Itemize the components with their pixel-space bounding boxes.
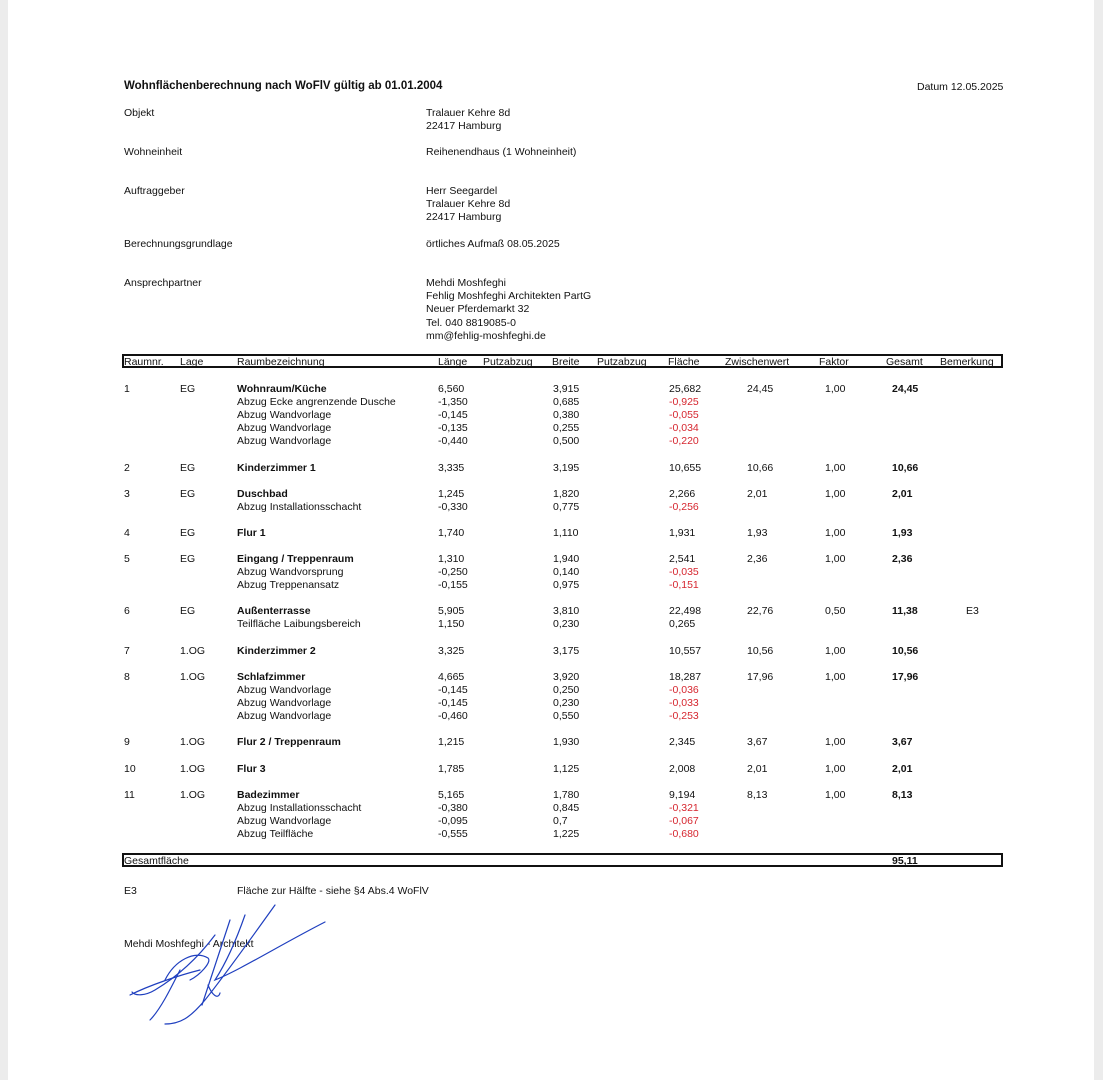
wohneinheit-value (426, 146, 576, 159)
table-row (0, 671, 1103, 684)
room-length: -0,250 (438, 566, 468, 578)
room-number: 7 (124, 645, 130, 657)
room-length: 1,310 (438, 553, 465, 565)
auftraggeber-line: Herr Seegardel (426, 185, 498, 197)
col-header-putzabzug-2: Putzabzug (597, 356, 647, 368)
room-number: 1 (124, 383, 130, 395)
room-length: -0,460 (438, 710, 468, 722)
grundlage-value (426, 238, 560, 251)
room-area: 1,931 (669, 527, 696, 539)
room-area: -0,256 (669, 501, 699, 513)
room-factor: 1,00 (825, 789, 846, 801)
room-length: -0,135 (438, 422, 468, 434)
room-number: 8 (124, 671, 130, 683)
room-floor: EG (180, 488, 196, 500)
footnote-text: Fläche zur Hälfte - siehe §4 Abs.4 WoFlV (237, 885, 429, 897)
objekt-line: Tralauer Kehre 8d (426, 107, 511, 119)
table-subrow (0, 566, 1103, 579)
room-length: 1,785 (438, 763, 465, 775)
room-factor: 1,00 (825, 553, 846, 565)
room-width: 0,140 (553, 566, 580, 578)
auftraggeber-line: Tralauer Kehre 8d (426, 198, 511, 211)
col-header-laenge: Länge (438, 356, 468, 368)
room-name: Abzug Ecke angrenzende Dusche (237, 396, 396, 408)
room-total: 2,01 (892, 763, 913, 775)
room-length: -0,145 (438, 409, 468, 421)
table-row (0, 789, 1103, 802)
room-area: -0,067 (669, 815, 699, 827)
table-row (0, 527, 1103, 540)
room-width: 0,380 (553, 409, 580, 421)
table-row (0, 553, 1103, 566)
ansprech-line: Tel. 040 8819085-0 (426, 316, 516, 329)
ansprech-email: mm@fehlig-moshfeghi.de (426, 329, 546, 342)
room-number: 11 (124, 789, 135, 801)
room-width: 0,230 (553, 618, 580, 630)
auftraggeber-label: Auftraggeber (124, 185, 185, 197)
room-name: Abzug Wandvorsprung (237, 566, 344, 578)
footnote-key: E3 (124, 885, 137, 897)
room-name: Abzug Wandvorlage (237, 710, 332, 722)
wohneinheit-line: Reihenendhaus (1 Wohneinheit) (426, 146, 577, 158)
room-total: 17,96 (892, 671, 919, 683)
room-name: Eingang / Treppenraum (237, 553, 354, 565)
room-area: -0,925 (669, 396, 699, 408)
room-area: -0,680 (669, 828, 699, 840)
room-floor: EG (180, 383, 196, 395)
room-length: 5,165 (438, 789, 465, 801)
room-number: 6 (124, 605, 130, 617)
room-subtotal: 2,01 (747, 763, 768, 775)
room-area: 2,541 (669, 553, 696, 565)
room-subtotal: 22,76 (747, 605, 774, 617)
ansprech-line: Neuer Pferdemarkt 32 (426, 303, 530, 316)
col-header-gesamt: Gesamt (886, 356, 923, 368)
table-subrow (0, 815, 1103, 828)
room-length: 3,325 (438, 645, 465, 657)
room-area: 10,655 (669, 462, 702, 474)
table-subrow (0, 579, 1103, 592)
room-factor: 1,00 (825, 645, 846, 657)
room-length: 6,560 (438, 383, 465, 395)
room-name: Abzug Wandvorlage (237, 815, 332, 827)
room-floor: 1.OG (180, 789, 206, 801)
grundlage-line: örtliches Aufmaß 08.05.2025 (426, 238, 560, 250)
room-name: Abzug Treppenansatz (237, 579, 340, 591)
room-factor: 0,50 (825, 605, 846, 617)
ansprechpartner-value (426, 277, 591, 343)
room-width: 0,255 (553, 422, 580, 434)
grundlage-label: Berechnungsgrundlage (124, 238, 233, 250)
room-length: 4,665 (438, 671, 465, 683)
room-width: 0,7 (553, 815, 568, 827)
table-subrow (0, 618, 1103, 631)
room-floor: EG (180, 462, 196, 474)
room-floor: EG (180, 605, 196, 617)
room-name: Abzug Wandvorlage (237, 684, 332, 696)
room-width: 1,225 (553, 828, 580, 840)
table-row (0, 383, 1103, 396)
room-name: Abzug Installationsschacht (237, 501, 362, 513)
room-width: 1,110 (553, 527, 579, 539)
col-header-raumnr: Raumnr. (124, 356, 164, 368)
table-subrow (0, 697, 1103, 710)
room-floor: EG (180, 553, 196, 565)
room-width: 0,550 (553, 710, 580, 722)
room-length: -1,350 (438, 396, 468, 408)
room-area: -0,035 (669, 566, 699, 578)
room-total: 24,45 (892, 383, 919, 395)
room-width: 0,975 (553, 579, 580, 591)
col-header-flaeche: Fläche (668, 356, 700, 368)
room-subtotal: 24,45 (747, 383, 774, 395)
room-area: 2,266 (669, 488, 696, 500)
room-width: 3,920 (553, 671, 580, 683)
table-subrow (0, 396, 1103, 409)
room-total: 8,13 (892, 789, 913, 801)
room-name: Badezimmer (237, 789, 300, 801)
room-factor: 1,00 (825, 462, 846, 474)
objekt-line: 22417 Hamburg (426, 120, 502, 133)
total-label: Gesamtfläche (124, 855, 189, 867)
room-width: 3,810 (553, 605, 580, 617)
auftraggeber-line: 22417 Hamburg (426, 211, 502, 224)
room-factor: 1,00 (825, 527, 846, 539)
room-name: Abzug Wandvorlage (237, 435, 332, 447)
room-length: -0,440 (438, 435, 468, 447)
room-area: -0,036 (669, 684, 699, 696)
room-length: 1,215 (438, 736, 465, 748)
room-total: 3,67 (892, 736, 913, 748)
room-width: 0,775 (553, 501, 580, 513)
room-factor: 1,00 (825, 763, 846, 775)
table-row (0, 605, 1103, 618)
ansprechpartner-label: Ansprechpartner (124, 277, 202, 289)
room-name: Wohnraum/Küche (237, 383, 327, 395)
col-header-faktor: Faktor (819, 356, 849, 368)
room-width: 0,500 (553, 435, 580, 447)
room-name: Abzug Installationsschacht (237, 802, 362, 814)
room-width: 1,820 (553, 488, 580, 500)
room-floor: 1.OG (180, 645, 206, 657)
room-floor: EG (180, 527, 196, 539)
room-length: -0,145 (438, 684, 468, 696)
room-area: -0,220 (669, 435, 699, 447)
room-total: 10,56 (892, 645, 919, 657)
room-name: Abzug Wandvorlage (237, 697, 332, 709)
room-remark: E3 (966, 605, 979, 617)
col-header-breite: Breite (552, 356, 580, 368)
room-width: 3,915 (553, 383, 580, 395)
room-area: -0,033 (669, 697, 699, 709)
room-subtotal: 10,66 (747, 462, 774, 474)
room-number: 3 (124, 488, 130, 500)
total-value: 95,11 (892, 855, 918, 867)
room-width: 3,195 (553, 462, 580, 474)
room-length: 1,740 (438, 527, 465, 539)
room-width: 3,175 (553, 645, 580, 657)
ansprech-line: Mehdi Moshfeghi (426, 277, 506, 289)
room-floor: 1.OG (180, 671, 206, 683)
table-row (0, 763, 1103, 776)
room-subtotal: 2,01 (747, 488, 768, 500)
room-area: -0,151 (669, 579, 699, 591)
room-length: -0,380 (438, 802, 468, 814)
room-factor: 1,00 (825, 383, 846, 395)
document-date: Datum 12.05.2025 (917, 81, 1004, 93)
col-header-lage: Lage (180, 356, 204, 368)
room-area: -0,055 (669, 409, 699, 421)
table-row (0, 462, 1103, 475)
table-subrow (0, 684, 1103, 697)
room-area: 10,557 (669, 645, 702, 657)
room-width: 0,685 (553, 396, 580, 408)
col-header-putzabzug-1: Putzabzug (483, 356, 533, 368)
table-subrow (0, 409, 1103, 422)
table-row (0, 736, 1103, 749)
room-total: 2,36 (892, 553, 913, 565)
room-area: 2,345 (669, 736, 696, 748)
room-area: 22,498 (669, 605, 702, 617)
room-area: -0,034 (669, 422, 699, 434)
room-length: -0,155 (438, 579, 468, 591)
objekt-label: Objekt (124, 107, 155, 119)
room-total: 1,93 (892, 527, 913, 539)
room-area: 9,194 (669, 789, 696, 801)
handwritten-signature (120, 900, 340, 1030)
room-number: 5 (124, 553, 130, 565)
table-subrow (0, 802, 1103, 815)
room-length: -0,555 (438, 828, 468, 840)
room-name: Teilfläche Laibungsbereich (237, 618, 361, 630)
room-width: 1,780 (553, 789, 580, 801)
room-name: Abzug Wandvorlage (237, 422, 332, 434)
room-floor: 1.OG (180, 736, 206, 748)
room-width: 0,250 (553, 684, 580, 696)
room-area: 2,008 (669, 763, 696, 775)
room-subtotal: 2,36 (747, 553, 768, 565)
room-area: -0,253 (669, 710, 699, 722)
table-subrow (0, 422, 1103, 435)
room-width: 0,845 (553, 802, 580, 814)
objekt-value (426, 107, 510, 133)
col-header-bemerkung: Bemerkung (940, 356, 994, 368)
ansprech-line: Fehlig Moshfeghi Architekten PartG (426, 290, 592, 303)
room-length: -0,330 (438, 501, 468, 513)
room-name: Flur 2 / Treppenraum (237, 736, 341, 748)
room-name: Flur 1 (237, 527, 266, 539)
room-width: 1,930 (553, 736, 580, 748)
room-width: 0,230 (553, 697, 580, 709)
room-number: 10 (124, 763, 136, 775)
room-name: Abzug Teilfläche (237, 828, 314, 840)
room-width: 1,940 (553, 553, 580, 565)
room-factor: 1,00 (825, 736, 846, 748)
room-total: 11,38 (892, 605, 918, 617)
room-subtotal: 1,93 (747, 527, 768, 539)
room-name: Duschbad (237, 488, 288, 500)
room-factor: 1,00 (825, 671, 846, 683)
signer-name: Mehdi Moshfeghi - Architekt (124, 938, 254, 950)
room-length: 1,245 (438, 488, 465, 500)
room-area: -0,321 (669, 802, 699, 814)
col-header-zwischenwert: Zwischenwert (725, 356, 790, 368)
room-area: 25,682 (669, 383, 702, 395)
room-name: Außenterrasse (237, 605, 311, 617)
room-subtotal: 17,96 (747, 671, 774, 683)
room-total: 2,01 (892, 488, 913, 500)
col-header-raumbezeichnung: Raumbezeichnung (237, 356, 325, 368)
room-length: -0,095 (438, 815, 468, 827)
room-name: Schlafzimmer (237, 671, 306, 683)
room-length: 3,335 (438, 462, 465, 474)
table-subrow (0, 710, 1103, 723)
room-area: 0,265 (669, 618, 696, 630)
room-subtotal: 3,67 (747, 736, 768, 748)
room-length: -0,145 (438, 697, 468, 709)
room-name: Kinderzimmer 2 (237, 645, 316, 657)
room-number: 9 (124, 736, 130, 748)
table-row (0, 488, 1103, 501)
room-name: Abzug Wandvorlage (237, 409, 332, 421)
table-row (0, 645, 1103, 658)
room-total: 10,66 (892, 462, 919, 474)
auftraggeber-value (426, 185, 510, 225)
room-factor: 1,00 (825, 488, 846, 500)
document-title: Wohnflächenberechnung nach WoFlV gültig ab 01.01.2004 (124, 80, 443, 92)
room-floor: 1.OG (180, 763, 206, 775)
table-subrow (0, 435, 1103, 448)
table-subrow (0, 501, 1103, 514)
room-length: 1,150 (438, 618, 465, 630)
room-area: 18,287 (669, 671, 702, 683)
room-length: 5,905 (438, 605, 465, 617)
table-subrow (0, 828, 1103, 841)
room-number: 2 (124, 462, 130, 474)
total-row-box (122, 853, 1003, 867)
room-number: 4 (124, 527, 130, 539)
room-width: 1,125 (553, 763, 580, 775)
room-name: Kinderzimmer 1 (237, 462, 316, 474)
wohneinheit-label: Wohneinheit (124, 146, 183, 158)
room-subtotal: 10,56 (747, 645, 774, 657)
room-name: Flur 3 (237, 763, 266, 775)
room-subtotal: 8,13 (747, 789, 768, 801)
